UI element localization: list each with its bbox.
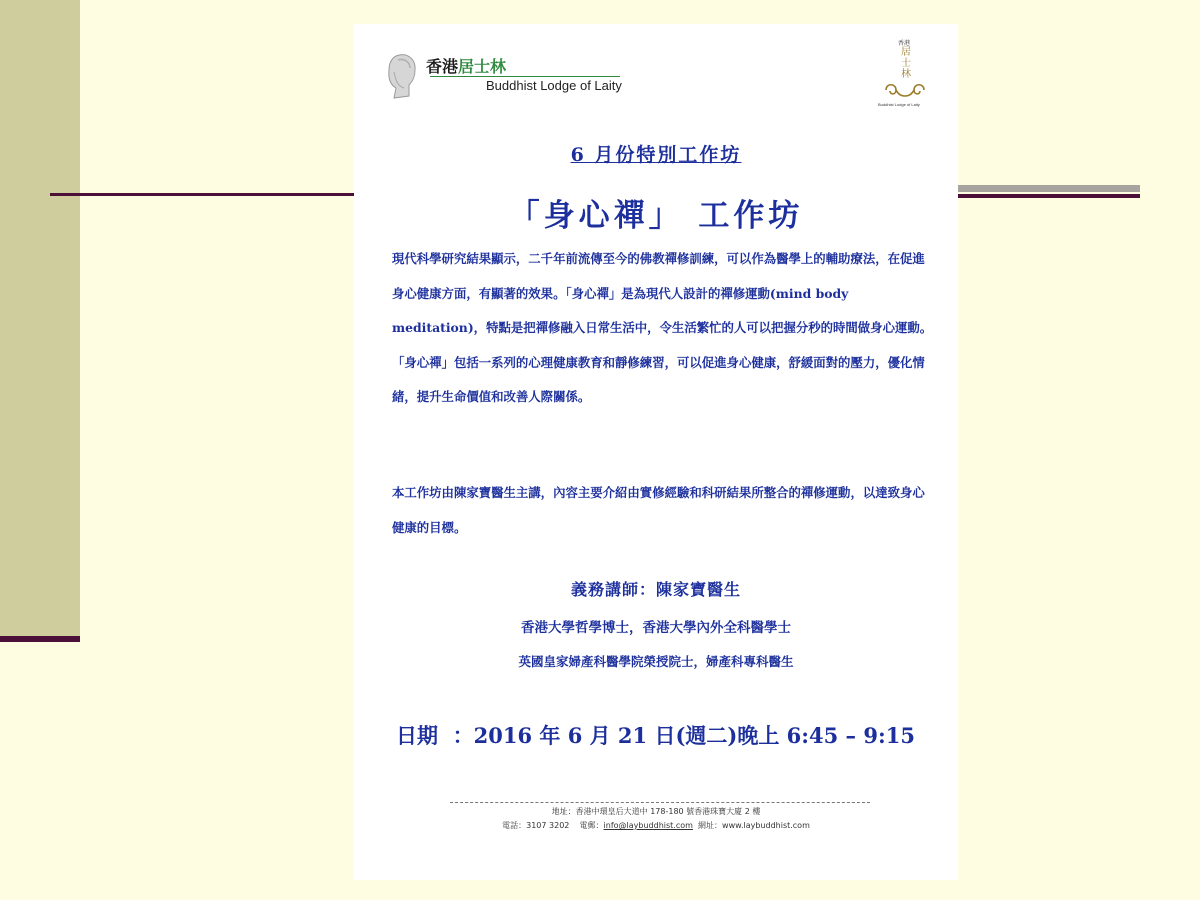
summary-text: 本工作坊由陳家寶醫生主講，內容主要介紹由實修經驗和科研結果所整合的禪修運動，以達致身心健康的目標。 [392,485,925,535]
footer-contact [354,820,958,831]
seal-english-text: Buddhist Lodge of Laity [878,102,920,107]
logo-chinese-name [426,54,506,77]
description-text: 現代科學研究結果顯示，二千年前流傳至今的佛教禪修訓練，可以作為醫學上的輔助療法，在促進身心健康方面，有顯著的效果。「身心禪」是為現代人設計的禪修運動(mind body meditation)，特點是把禪修融入日常生活中，令生活繁忙的人可以把握分秒的時間做身心運動。「身心禪」包括一系列的心理健康教育和靜修練習，可以促進身心健康，舒緩面對的壓力，優化情緒，提升生命價值和改善人際關係。 [392,251,933,405]
footer-phone: 電話：3107 3202 [502,821,570,830]
buddha-head-icon [382,52,422,100]
instructor-qualification-2: 英國皇家婦產科醫學院榮授院士，婦產科專科醫生 [518,654,794,669]
logo-english-name: Buddhist Lodge of Laity [486,78,622,93]
slide-title-rule-left [50,193,360,196]
instructor-name: 義務講師：陳家寶醫生 [570,580,741,599]
footer-email-link[interactable]: info@laybuddhist.com [603,821,693,830]
workshop-title: 「身心禪」 工作坊 [508,198,804,234]
footer-website: 網址：www.laybuddhist.com [698,821,810,830]
logo-underline [430,76,620,77]
slide-title-rule-right-grey [958,185,1140,192]
seal-vertical-text: 居士林 [901,47,911,80]
footer-address: 地址：香港中環皇后大道中 178-180 號香港珠寶大廈 2 樓 [551,807,761,816]
seal-top-text: 香港 [898,40,911,47]
slide-title-rule-right-dark [958,194,1140,198]
buddhist-lodge-logo [382,52,662,104]
footer-divider [450,802,870,803]
slide-left-band-divider [0,636,80,642]
logo-chinese-name-part2: 居士林 [458,57,507,76]
summary-paragraph [392,476,937,545]
buddhist-lodge-seal [874,38,936,112]
event-date: 日期 ：2016 年 6 月 21 日(週二)晚上 6:45 – 9:15 [396,723,915,748]
workshop-subtitle: 6 月份特別工作坊 [570,144,742,166]
instructor-qualification-1: 香港大學哲學博士，香港大學內外全科醫學士 [521,620,791,636]
footer-email-label: 電郵： [579,821,604,830]
logo-chinese-name-part1: 香港 [426,57,459,76]
slide-left-band [0,0,80,638]
description-paragraph [392,242,937,415]
flyer-document [354,24,958,880]
seal-cloud-icon [882,80,928,100]
